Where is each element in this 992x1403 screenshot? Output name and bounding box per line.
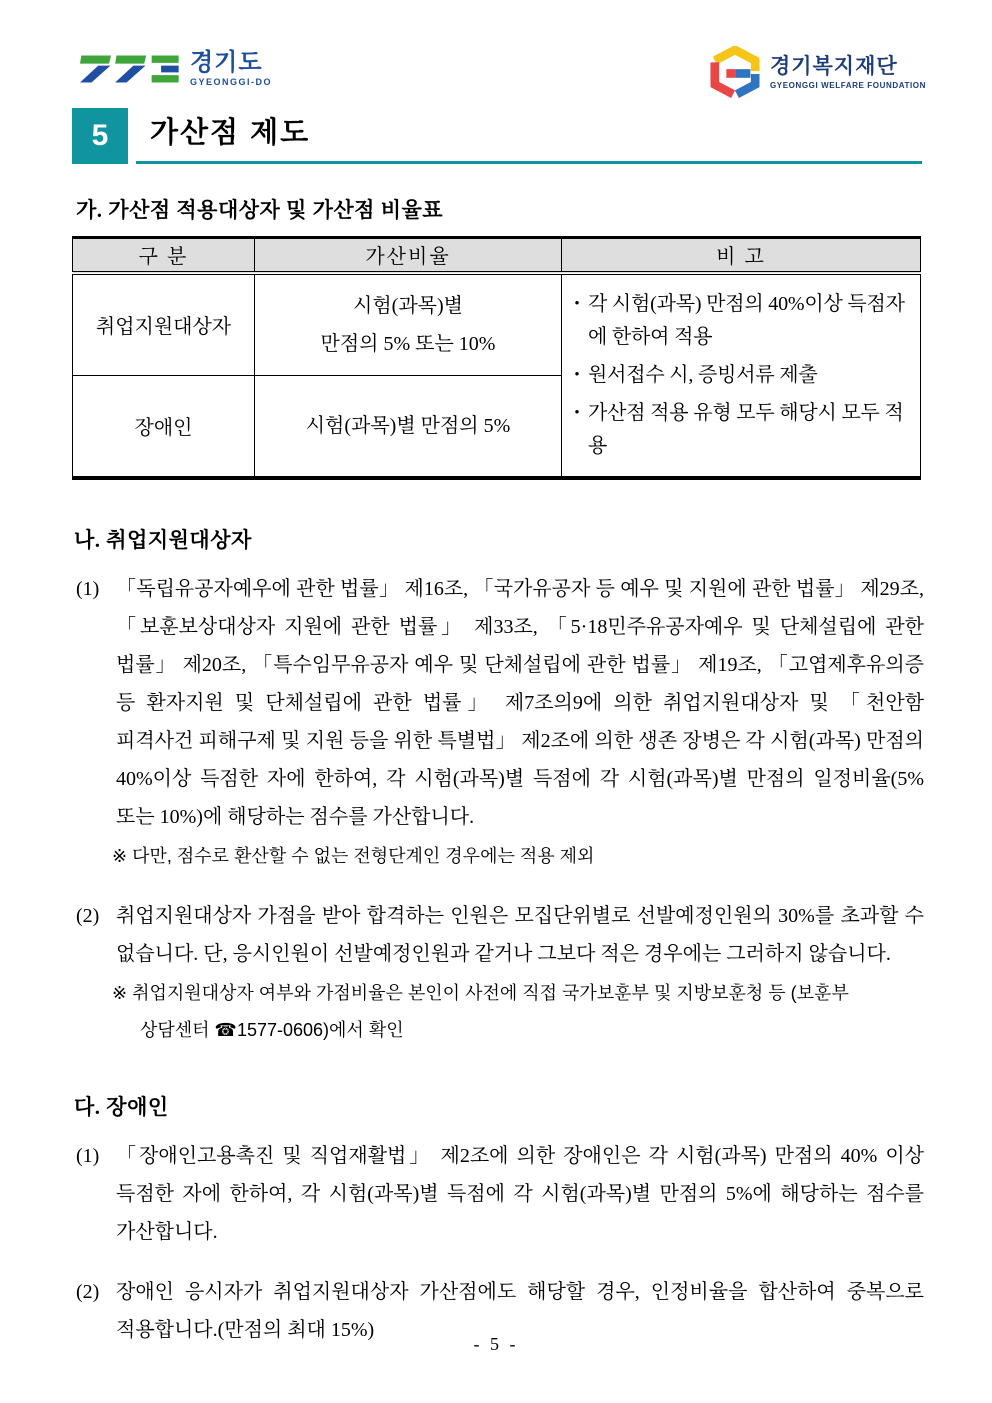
remark-item	[566, 359, 914, 392]
item-text: 「장애인고용촉진 및 직업재활법」 제2조에 의한 장애인은 각 시험(과목) 만점의 40% 이상 득점한 자에 한하여, 각 시험(과목)별 득점에 각 시험(과목)별 만점의 5%에 해당하는 점수를 가산합니다.	[116, 1144, 924, 1243]
paragraph-da-1	[76, 1137, 924, 1251]
item-number: (1)	[76, 1144, 100, 1167]
page-header	[0, 0, 992, 100]
remark-item	[566, 288, 914, 354]
welfare-foundation-logo-subtitle: GYEONGGI WELFARE FOUNDATION	[769, 81, 926, 90]
rate-line: 만점의 5% 또는 10%	[320, 332, 496, 355]
gyeonggido-logo-subtitle: GYEONGGI-DO	[190, 77, 273, 87]
cell-category-disabled: 장애인	[73, 375, 255, 478]
welfare-foundation-logo	[710, 46, 926, 100]
remark-item	[566, 397, 914, 463]
remark-text: 각 시험(과목) 만점의 40%이상 득점자에 한하여 적용	[588, 292, 905, 348]
welfare-foundation-logo-text	[770, 56, 926, 90]
col-header-category: 구 분	[73, 238, 255, 273]
section-title-underline	[136, 108, 922, 164]
item-text: 「독립유공자예우에 관한 법률」 제16조, 「국가유공자 등 예우 및 지원에 관한 법률」 제29조, 「보훈보상대상자 지원에 관한 법률」 제33조, 「5·18민주유공자예우 및 단체설립에 관한 법률」 제20조, 「특수임무유공자 예우 및 단체설립에 관한 법률」 제19조, 「고엽제후유의증 등 환자지원 및 단체설립에 관한 법률」 제7조의9에 의한 취업지원대상자 및 「천안함 피격사건 피해구제 및 지원 등을 위한 특별법」 제2조에 의한 생존 장병은 각 시험(과목) 만점의 40%이상 득점한 자에 한하여, 각 시험(과목)별 득점에 각 시험(과목)별 만점의 일정비율(5% 또는 10%)에 해당하는 점수를 가산합니다.	[116, 577, 924, 828]
table-header-row	[73, 238, 921, 273]
welfare-foundation-logo-icon	[710, 46, 760, 100]
item-number: (2)	[76, 1280, 100, 1303]
gyeonggido-logo-text	[190, 51, 272, 87]
bullet-icon: •	[574, 366, 580, 383]
bonus-rate-table	[72, 236, 921, 480]
page-number: - 5 -	[473, 1334, 519, 1354]
item-number: (2)	[76, 904, 100, 927]
rate-line: 시험(과목)별 만점의 5%	[305, 414, 511, 437]
section-title: 가산점 제도	[150, 117, 311, 149]
cell-remarks	[562, 273, 921, 478]
gyeonggido-logo-icon	[80, 46, 180, 92]
heading-da: 다. 장애인	[74, 1094, 169, 1119]
cell-category-employment-support: 취업지원대상자	[73, 273, 255, 376]
note-na-2: ※ 취업지원대상자 여부와 가점비율은 본인이 사전에 직접 국가보훈부 및 지방보훈청 등 (보훈부 상담센터 ☎1577-0606)에서 확인	[112, 982, 849, 1040]
remark-text: 원서접수 시, 증빙서류 제출	[588, 363, 818, 386]
paragraph-na-1	[76, 570, 924, 836]
gyeonggido-logo	[80, 46, 272, 92]
col-header-rate: 가산비율	[255, 238, 562, 273]
bullet-icon: •	[574, 404, 580, 421]
welfare-foundation-logo-title: 경기복지재단	[769, 55, 898, 78]
note-na-1: ※ 다만, 점수로 환산할 수 없는 전형단계인 경우에는 적용 제외	[112, 845, 595, 866]
table-row	[73, 273, 921, 376]
section-banner	[72, 108, 922, 164]
item-text: 장애인 응시자가 취업지원대상자 가산점에도 해당할 경우, 인정비율을 합산하여 중복으로 적용합니다.(만점의 최대 15%)	[116, 1280, 924, 1341]
cell-rate-employment-support	[255, 273, 562, 376]
paragraph-na-2	[76, 897, 924, 973]
heading-na: 나. 취업지원대상자	[74, 527, 252, 552]
item-text: 취업지원대상자 가점을 받아 합격하는 인원은 모집단위별로 선발예정인원의 30%를 초과할 수 없습니다. 단, 응시인원이 선발예정인원과 같거나 그보다 적은 경우에는 그러하지 않습니다.	[116, 904, 924, 965]
gyeonggido-logo-title: 경기도	[190, 49, 263, 76]
col-header-remarks: 비 고	[562, 238, 921, 273]
bullet-icon: •	[574, 295, 580, 312]
remark-text: 가산점 적용 유형 모두 해당시 모두 적용	[588, 401, 904, 457]
heading-ga: 가. 가산점 적용대상자 및 가산점 비율표	[76, 198, 444, 222]
item-number: (1)	[76, 577, 100, 600]
section-number-badge: 5	[72, 108, 128, 164]
rate-line: 시험(과목)별	[353, 294, 463, 317]
cell-rate-disabled	[255, 375, 562, 478]
